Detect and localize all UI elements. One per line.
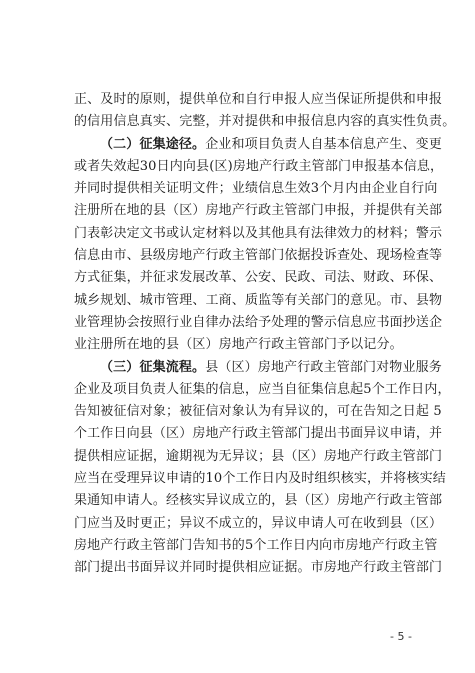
text-line: 并同时提供相关证明文件；业绩信息生效3个月内由企业自行向 [74,181,438,197]
text-line: 的信用信息真实、完整，并对提供和申报信息内容的真实性负责。 [74,114,456,130]
text-line: 正、及时的原则，提供单位和自行申报人应当保证所提供和申报 [74,92,443,107]
paragraph-start [74,357,442,379]
paragraph-text: 企业和项目负责人自基本信息产生、变更 [205,136,442,152]
text-line: 告知被征信对象；被征信对象认为有异议的，可在告知之日起 5 [74,404,442,420]
paragraph-start [74,134,442,156]
text-line: 房地产行政主管部门告知书的5个工作日内向市房地产行政主管 [74,537,438,553]
text-line: 门应当及时更正；异议不成立的，异议申请人可在收到县（区） [74,515,443,531]
text-line: 个工作日向县（区）房地产行政主管部门提出书面异议申请，并 [74,426,443,442]
text-line: 方式征集，并征求发展改革、公安、民政、司法、财政、环保、 [74,270,443,286]
text-line: 业注册所在地的县（区）房地产行政主管部门予以记分。 [74,337,403,353]
text-line: 部门提出书面异议并同时提供相应证据。市房地产行政主管部门 [74,560,443,576]
text-line: 注册所在地的县（区）房地产行政主管部门申报，并提供有关部 [74,203,443,219]
text-line: 城乡规划、城市管理、工商、质监等有关部门的意见。市、县物 [74,292,443,308]
body-text [74,89,456,580]
page-number: - 5 - [390,630,412,643]
section-heading: （二）征集途径。 [100,136,206,152]
text-line: 信息由市、县级房地产行政主管部门依据投诉查处、现场检查等 [74,248,443,264]
text-line: 提供相应证据，逾期视为无异议；县（区）房地产行政主管部门 [74,448,443,464]
text-line: 业管理协会按照行业自律办法给予处理的警示信息应书面抄送企 [74,314,443,330]
text-line: 门表彰决定文书或认定材料以及其他具有法律效力的材料；警示 [74,225,443,241]
text-line: 果通知申请人。经核实异议成立的，县（区）房地产行政主管部 [74,493,443,509]
text-line: 或者失效起30日内向县(区)房地产行政主管部门申报基本信息， [74,158,444,174]
text-line: 企业及项目负责人征集的信息，应当自征集信息起5个工作日内， [74,381,451,397]
text-line: 应当在受理异议申请的10个工作日内及时组织核实，并将核实结 [74,471,446,487]
paragraph-text: 县（区）房地产行政主管部门对物业服务 [205,359,442,375]
section-heading: （三）征集流程。 [100,359,206,375]
